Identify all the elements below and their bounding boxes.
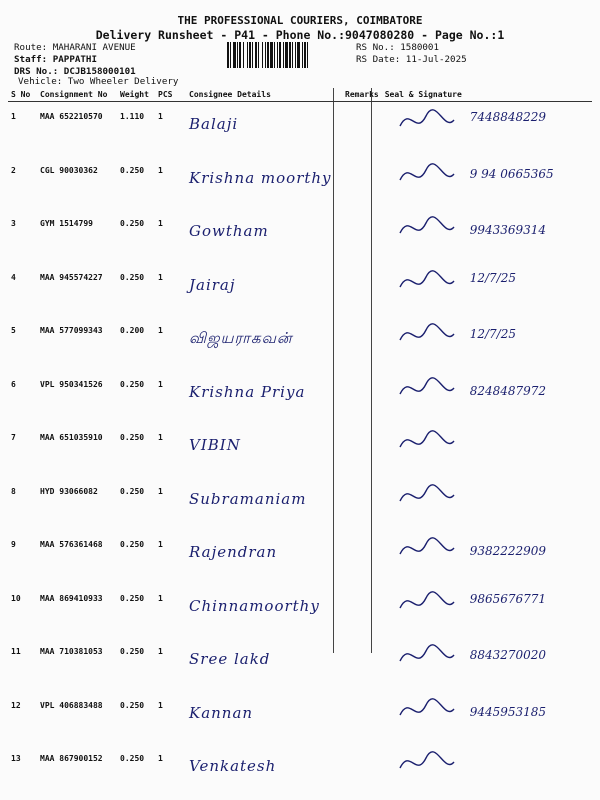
- table-row: [8, 423, 592, 477]
- signature-phone: 8843270020: [469, 648, 547, 662]
- row-sno: 10: [11, 593, 21, 603]
- table-row: [8, 637, 592, 691]
- table-row: [8, 744, 592, 798]
- row-sno: 1: [11, 112, 16, 121]
- row-pcs: 1: [158, 647, 163, 656]
- row-remarks: [342, 209, 382, 263]
- row-sno: 7: [11, 433, 16, 442]
- row-pcs: 1: [158, 379, 163, 389]
- row-consignee: Venkatesh: [189, 757, 277, 775]
- row-pcs: 1: [158, 486, 163, 496]
- row-remarks: [342, 637, 382, 691]
- signature-scribble: [382, 744, 582, 782]
- row-pcs: 1: [158, 593, 163, 603]
- row-consignee: Gowtham: [189, 222, 269, 240]
- table-row: [8, 209, 592, 263]
- table-row: [8, 584, 592, 638]
- row-remarks: [342, 477, 382, 531]
- row-remarks: [342, 102, 382, 156]
- col-pcs: PCS: [155, 88, 186, 102]
- row-remarks: [342, 744, 382, 798]
- row-consignee: Jairaj: [189, 275, 236, 294]
- col-remarks: Remarks: [342, 88, 382, 102]
- table-row: [8, 316, 592, 370]
- row-weight: 0.250: [120, 219, 145, 228]
- row-pcs: 1: [158, 540, 163, 549]
- row-consignee: Kannan: [189, 703, 254, 722]
- drs-label: DRS No.: DCJB158000101: [14, 66, 136, 77]
- row-weight: 0.250: [120, 379, 145, 389]
- row-sno: 9: [11, 540, 16, 549]
- row-sno: 8: [11, 486, 16, 496]
- row-remarks: [342, 691, 382, 745]
- runsheet-title: Delivery Runsheet - P41 - Phone No.:9047080280 - Page No.:1: [95, 28, 505, 42]
- row-consignee: விஜயராகவன்: [189, 329, 293, 347]
- row-consignee: Krishna Priya: [189, 382, 306, 401]
- row-consignee: VIBIN: [189, 436, 241, 454]
- row-remarks: [342, 156, 382, 210]
- row-weight: 0.250: [120, 700, 145, 710]
- row-consignment-no: MAA 869410933: [40, 593, 103, 603]
- row-pcs: 1: [158, 433, 163, 442]
- row-consignee: Krishna moorthy: [189, 168, 332, 187]
- signature-phone: 9 94 0665365: [469, 166, 554, 181]
- row-weight: 0.250: [120, 647, 145, 656]
- row-pcs: 1: [158, 165, 163, 175]
- row-consignee: Subramaniam: [189, 489, 307, 508]
- row-sno: 2: [11, 165, 16, 175]
- row-pcs: 1: [158, 326, 163, 335]
- row-signature: [382, 637, 592, 691]
- row-signature: [382, 263, 592, 317]
- row-weight: 0.250: [120, 540, 145, 549]
- table-header: [8, 88, 592, 102]
- signature-phone: 8248487972: [469, 383, 547, 398]
- row-signature: [382, 744, 592, 798]
- row-sno: 5: [11, 326, 16, 335]
- col-consignee: Consignee Details: [186, 88, 342, 102]
- signature-phone: 9865676771: [469, 591, 547, 606]
- row-signature: [382, 209, 592, 263]
- row-sno: 12: [11, 700, 21, 710]
- table-row: [8, 477, 592, 531]
- row-consignment-no: CGL 90030362: [40, 165, 98, 175]
- row-consignment-no: HYD 93066082: [40, 486, 98, 496]
- row-weight: 0.250: [120, 165, 145, 175]
- staff-label: Staff: PAPPATHI: [14, 54, 97, 65]
- table-row: [8, 370, 592, 424]
- row-remarks: [342, 423, 382, 477]
- col-signature: Seal & Signature: [382, 88, 592, 102]
- row-weight: 0.250: [120, 433, 145, 442]
- row-remarks: [342, 263, 382, 317]
- row-signature: [382, 423, 592, 477]
- signature-phone: 9943369314: [469, 223, 547, 237]
- row-consignee: Balaji: [189, 115, 239, 133]
- signature-phone: 7448848229: [469, 110, 547, 124]
- col-consignment: Consignment No: [37, 88, 117, 102]
- signature-phone: 9445953185: [469, 704, 547, 719]
- row-consignment-no: VPL 406883488: [40, 700, 103, 710]
- row-signature: [382, 370, 592, 424]
- row-signature: [382, 584, 592, 638]
- row-pcs: 1: [158, 112, 163, 121]
- row-sno: 6: [11, 379, 16, 389]
- row-consignment-no: MAA 945574227: [40, 272, 103, 282]
- row-remarks: [342, 316, 382, 370]
- row-consignment-no: GYM 1514799: [40, 219, 93, 228]
- row-weight: 0.250: [120, 593, 145, 603]
- signature-phone: 12/7/25: [469, 327, 516, 341]
- row-signature: [382, 316, 592, 370]
- row-consignment-no: MAA 710381053: [40, 647, 103, 656]
- row-sno: 13: [11, 754, 21, 763]
- table-row: [8, 156, 592, 210]
- row-sno: 11: [11, 647, 21, 656]
- vehicle-label: Vehicle: Two Wheeler Delivery: [18, 76, 179, 87]
- row-pcs: 1: [158, 272, 163, 282]
- row-consignment-no: MAA 652210570: [40, 112, 103, 121]
- signature-scribble: [382, 477, 582, 515]
- row-weight: 0.250: [120, 486, 145, 496]
- row-signature: [382, 530, 592, 584]
- col-weight: Weight: [117, 88, 155, 102]
- row-weight: 1.110: [120, 112, 145, 121]
- row-weight: 0.250: [120, 272, 145, 282]
- row-consignment-no: MAA 651035910: [40, 433, 103, 442]
- row-signature: [382, 477, 592, 531]
- signature-phone: 12/7/25: [469, 270, 516, 285]
- row-consignment-no: MAA 867900152: [40, 754, 103, 763]
- row-signature: [382, 691, 592, 745]
- row-weight: 0.200: [120, 326, 145, 335]
- company-title: THE PROFESSIONAL COURIERS, COIMBATORE: [177, 14, 423, 27]
- barcode: [227, 42, 351, 68]
- route-label: Route: MAHARANI AVENUE: [14, 42, 136, 53]
- row-consignee: Chinnamoorthy: [189, 596, 320, 615]
- row-remarks: [342, 370, 382, 424]
- col-sno: S No: [8, 88, 37, 102]
- row-signature: [382, 102, 592, 156]
- row-consignee: Sree lakd: [189, 650, 271, 668]
- row-consignment-no: MAA 576361468: [40, 540, 103, 549]
- runsheet-table: [8, 88, 592, 798]
- row-pcs: 1: [158, 219, 163, 228]
- row-consignment-no: MAA 577099343: [40, 326, 103, 335]
- table-row: [8, 263, 592, 317]
- row-pcs: 1: [158, 700, 163, 710]
- row-remarks: [342, 584, 382, 638]
- row-sno: 3: [11, 219, 16, 228]
- signature-scribble: [382, 423, 582, 461]
- signature-phone: 9382222909: [469, 544, 547, 558]
- row-remarks: [342, 530, 382, 584]
- row-weight: 0.250: [120, 754, 145, 763]
- table-row: [8, 530, 592, 584]
- row-pcs: 1: [158, 754, 163, 763]
- table-row: [8, 102, 592, 156]
- row-sno: 4: [11, 272, 16, 282]
- row-signature: [382, 156, 592, 210]
- table-row: [8, 691, 592, 745]
- rs-date: RS Date: 11-Jul-2025: [356, 54, 467, 65]
- row-consignment-no: VPL 950341526: [40, 379, 103, 389]
- rs-number: RS No.: 1580001: [356, 42, 439, 53]
- row-consignee: Rajendran: [189, 543, 278, 561]
